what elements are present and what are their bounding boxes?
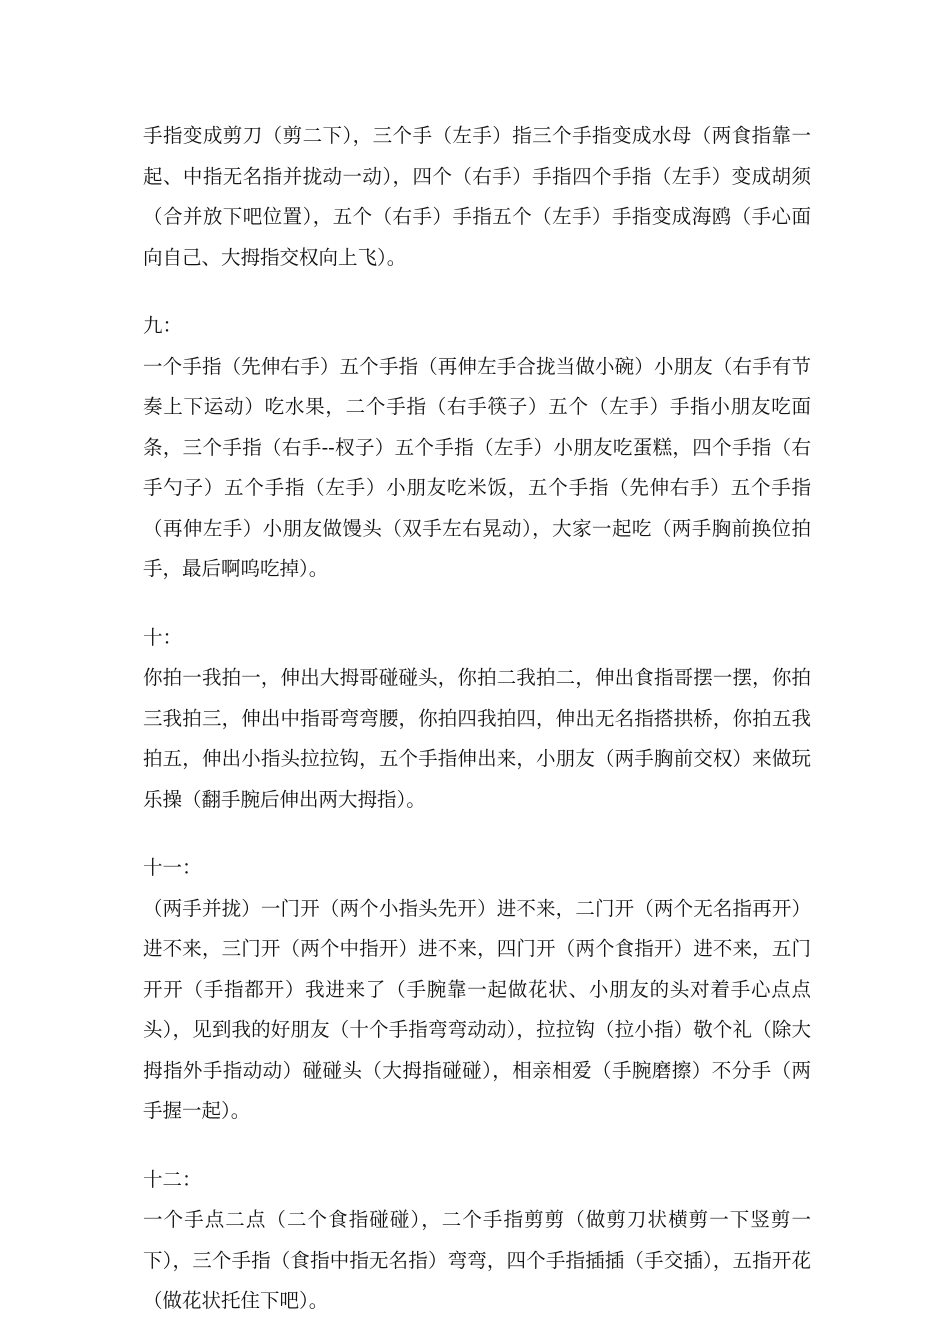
paragraph-nine: 一个手指（先伸右手）五个手指（再伸左手合拢当做小碗）小朋友（右手有节奏上下运动）吃水果，二个手指（右手筷子）五个（左手）手指小朋友吃面条，三个手指（右手--杈子）五个手指（左手）小朋友吃蛋糕，四个手指（右手勺子）五个手指（左手）小朋友吃米饭，五个手指（先伸右手）五个手指（再伸左手）小朋友做馒头（双手左右晃动），大家一起吃（两手胸前换位拍手，最后啊呜吃掉）。 xyxy=(143,354,811,580)
document-body xyxy=(143,116,811,1322)
section-heading-nine: 九： xyxy=(143,314,183,337)
section-twelve xyxy=(143,1160,811,1322)
section-heading-ten: 十： xyxy=(143,625,183,649)
section-heading-twelve: 十二： xyxy=(143,1167,202,1191)
paragraph-twelve: 一个手点二点（二个食指碰碰），二个手指剪剪（做剪刀状横剪一下竖剪一下），三个手指（食指中指无名指）弯弯，四个手指插插（手交插），五指开花（做花状托住下吧）。 xyxy=(143,1208,811,1312)
section-nine xyxy=(143,306,811,590)
paragraph-eleven: （两手并拢）一门开（两个小指头先开）进不来，二门开（两个无名指再开）进不来，三门开（两个中指开）进不来，四门开（两个食指开）进不来，五门开开（手指都开）我进来了（手腕靠一起做花状、小朋友的头对着手心点点头），见到我的好朋友（十个手指弯弯动动），拉拉钩（拉小指）敬个礼（除大拇指外手指动动）碰碰头（大拇指碰碰），相亲相爱（手腕磨擦）不分手（两手握一起）。 xyxy=(143,896,811,1122)
section-ten xyxy=(143,618,811,821)
paragraph-ten: 你拍一我拍一，伸出大拇哥碰碰头，你拍二我拍二，伸出食指哥摆一摆，你拍三我拍三，伸出中指哥弯弯腰，你拍四我拍四，伸出无名指搭拱桥，你拍五我拍五，伸出小指头拉拉钩，五个手指伸出来，小朋友（两手胸前交权）来做玩乐操（翻手腕后伸出两大拇指）。 xyxy=(143,666,811,811)
paragraph-continuation: 手指变成剪刀（剪二下），三个手（左手）指三个手指变成水母（两食指靠一起、中指无名指并拢动一动），四个（右手）手指四个手指（左手）变成胡须（合并放下吧位置），五个（右手）手指五个（左手）手指变成海鸥（手心面向自己、大拇指交权向上飞）。 xyxy=(143,124,811,269)
section-continuation xyxy=(143,116,811,278)
section-heading-eleven: 十一： xyxy=(143,856,202,879)
section-eleven xyxy=(143,848,811,1132)
